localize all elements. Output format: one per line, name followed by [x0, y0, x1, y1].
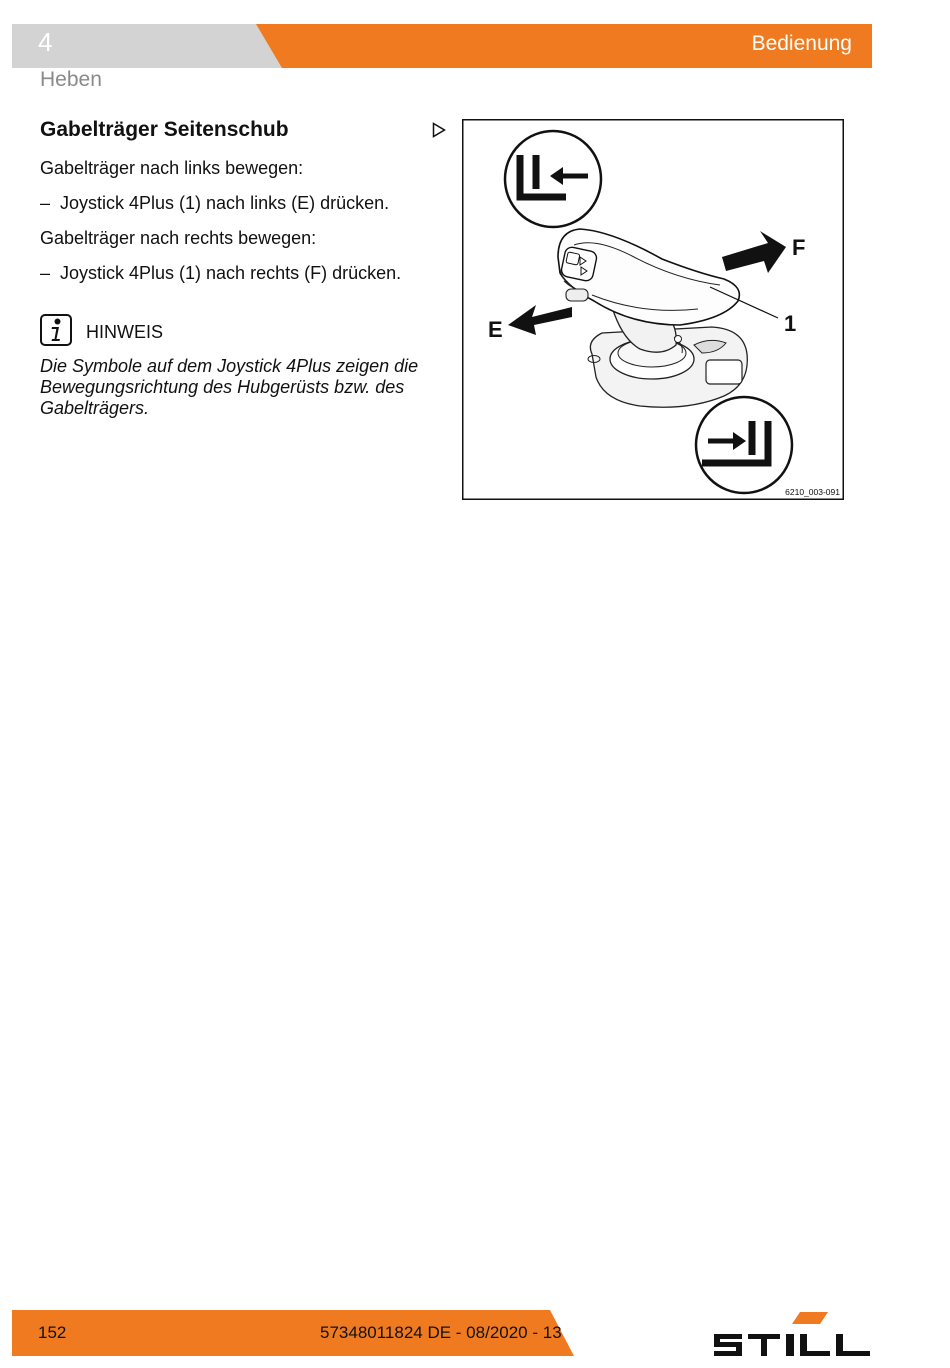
sideshift-left-symbol-icon: [505, 131, 601, 227]
joystick-figure: [462, 119, 844, 500]
notice-title: HINWEIS: [86, 321, 164, 342]
step-left-text: Joystick 4Plus (1) nach links (E) drücken.: [60, 193, 390, 213]
notice-header: [40, 312, 430, 346]
step-right: [40, 261, 430, 285]
document-reference: 57348011824 DE - 08/2020 - 13: [320, 1323, 562, 1342]
label-f: F: [792, 235, 806, 260]
instruction-right: Gabelträger nach rechts bewegen:: [40, 228, 317, 248]
instruction-left: Gabelträger nach links bewegen:: [40, 158, 304, 178]
content-column: [40, 116, 430, 296]
label-e: E: [488, 317, 503, 342]
still-logo: [712, 1312, 872, 1358]
label-1: 1: [784, 311, 797, 336]
section-title: Heben: [40, 68, 102, 91]
notice-box: [40, 312, 430, 419]
chapter-number: 4: [38, 27, 53, 57]
page-number: 152: [38, 1323, 67, 1342]
info-icon: [40, 314, 70, 344]
step-dash: –: [40, 193, 51, 213]
continue-arrow-icon: [432, 122, 446, 143]
notice-text: Die Symbole auf dem Joystick 4Plus zeigen die Bewegungsrichtung des Hubgerüsts bzw. des Gabelträgers.: [40, 356, 419, 418]
step-left: [40, 191, 430, 215]
step-dash: –: [40, 263, 51, 283]
figure-id: 6210_003-091: [785, 487, 840, 497]
step-right-text: Joystick 4Plus (1) nach rechts (F) drücken.: [60, 263, 402, 283]
section-heading: Gabelträger Seitenschub: [40, 118, 289, 141]
header-bar: [12, 24, 872, 68]
chapter-title: Bedienung: [751, 32, 852, 55]
sideshift-right-symbol-icon: [696, 397, 792, 493]
